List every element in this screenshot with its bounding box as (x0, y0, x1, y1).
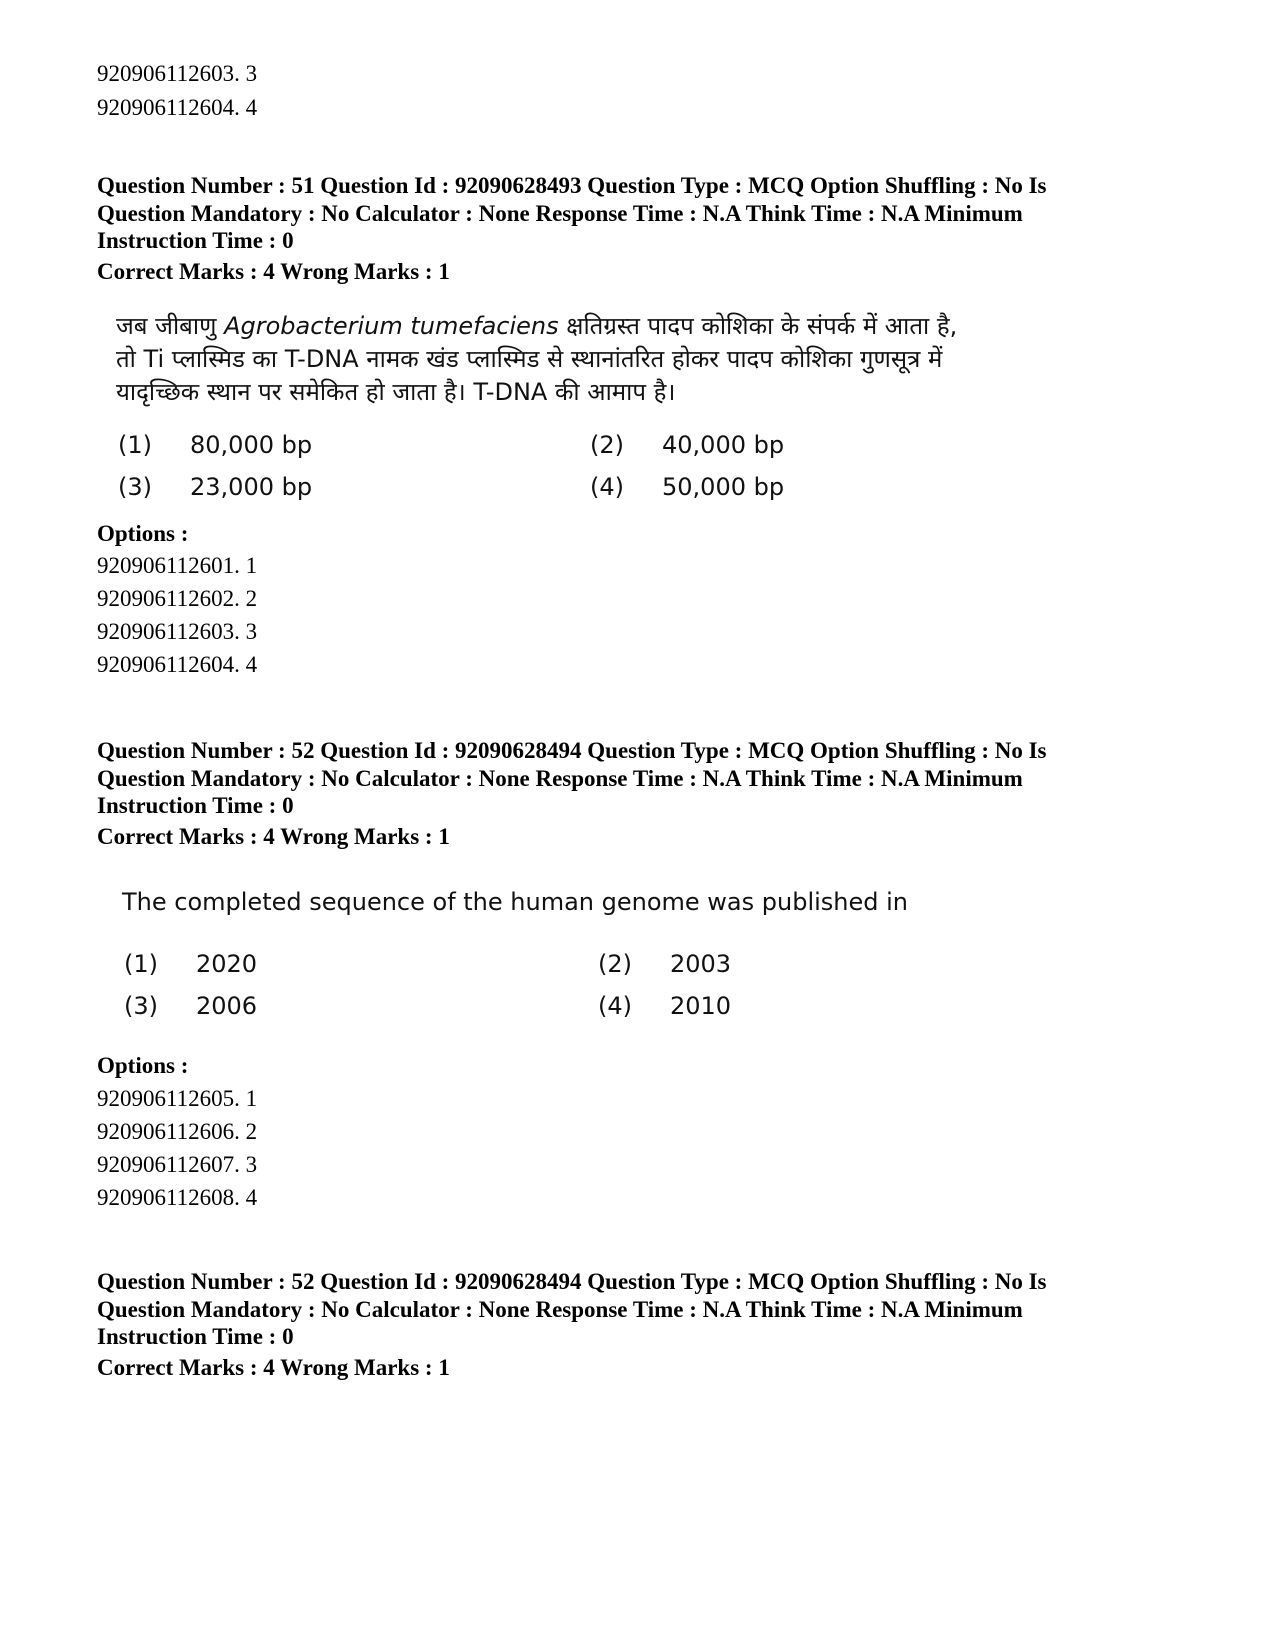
marks-line: Correct Marks : 4 Wrong Marks : 1 (97, 1355, 450, 1380)
option-line: 920906112604. 4 (97, 652, 258, 677)
answer-choice: (1) 2020 (124, 950, 258, 978)
question-meta: Question Number : 52 Question Id : 92090628494 Question Type : MCQ Option Shuffling : No Is Question Mandatory : No Calculator : None Response Time : N.A Think Time : N.A Minimum Instruction Time : 0 (97, 738, 1047, 818)
option-line: 920906112602. 2 (97, 586, 258, 611)
option-line: 920906112604. 4 (97, 95, 258, 120)
answer-choice: (4) 2010 (598, 992, 732, 1020)
question-meta: Question Number : 51 Question Id : 92090628493 Question Type : MCQ Option Shuffling : No Is Question Mandatory : No Calculator : None Response Time : N.A Think Time : N.A Minimum Instruction Time : 0 (97, 173, 1047, 253)
option-line: 920906112603. 3 (97, 619, 258, 644)
option-line: 920906112601. 1 (97, 553, 258, 578)
answer-choice: (2) 40,000 bp (590, 431, 785, 459)
option-line: 920906112608. 4 (97, 1185, 258, 1210)
marks-line: Correct Marks : 4 Wrong Marks : 1 (97, 824, 450, 849)
answer-choice: (1) 80,000 bp (118, 431, 313, 459)
option-line: 920906112605. 1 (97, 1086, 258, 1111)
option-line: 920906112606. 2 (97, 1119, 258, 1144)
options-label: Options : (97, 1053, 189, 1078)
answer-choice: (3) 23,000 bp (118, 473, 313, 501)
marks-line: Correct Marks : 4 Wrong Marks : 1 (97, 259, 450, 284)
answer-choice: (4) 50,000 bp (590, 473, 785, 501)
question-stem-51: जब जीबाणु Agrobacterium tumefaciens क्षतिग्रस्त पादप कोशिका के संपर्क में आता है, तो Ti प्लास्मिड का T-DNA नामक खंड प्लास्मिड से स्थानांतरित होकर पादप कोशिका गुणसूत्र में यादृच्छिक स्थान पर समेकित हो जाता है। T-DNA की आमाप है। (116, 312, 958, 406)
option-line: 920906112607. 3 (97, 1152, 258, 1177)
option-line: 920906112603. 3 (97, 61, 258, 86)
answer-choice: (3) 2006 (124, 992, 258, 1020)
question-stem-52: The completed sequence of the human genome was published in (122, 888, 909, 916)
answer-choice: (2) 2003 (598, 950, 732, 978)
question-meta: Question Number : 52 Question Id : 92090628494 Question Type : MCQ Option Shuffling : No Is Question Mandatory : No Calculator : None Response Time : N.A Think Time : N.A Minimum Instruction Time : 0 (97, 1269, 1047, 1349)
options-label: Options : (97, 521, 189, 546)
